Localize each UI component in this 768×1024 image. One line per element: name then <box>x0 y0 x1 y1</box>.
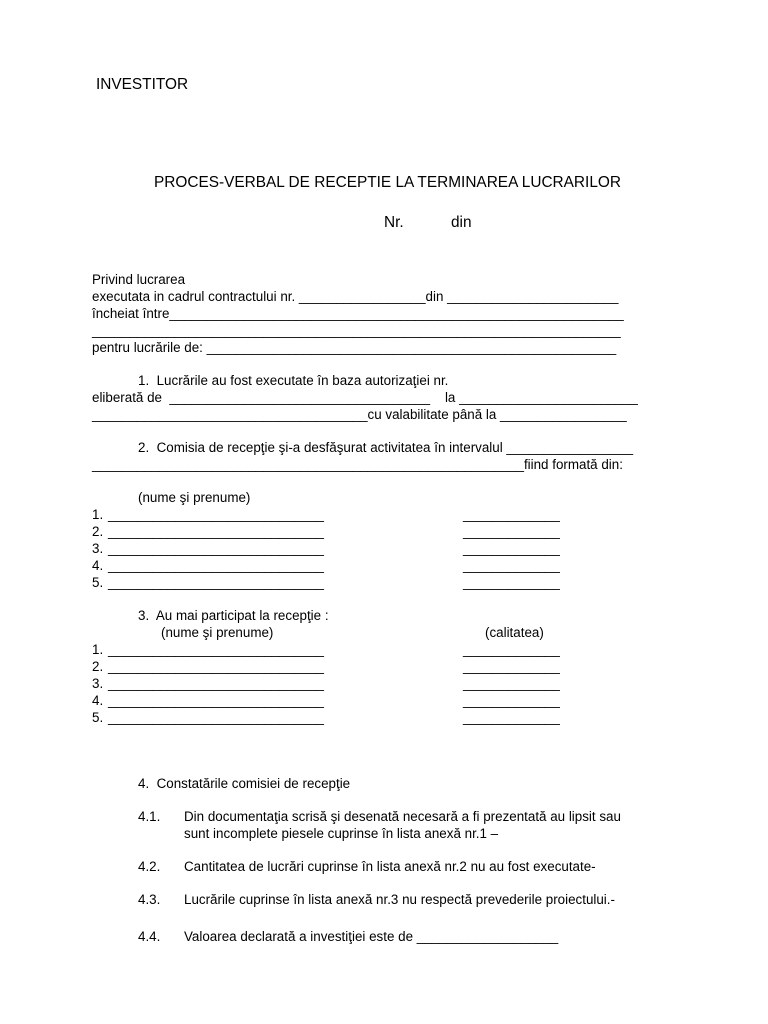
finding-text-continued: sunt incomplete piesele cuprinse în lista anexă nr.1 – <box>184 826 499 841</box>
finding-number: 4.3. <box>138 892 161 907</box>
member-number: 1. <box>92 507 104 522</box>
member-role-field[interactable]: _____________ <box>463 558 560 573</box>
participant-role-field[interactable]: _____________ <box>463 710 560 725</box>
section-1-heading: 1. Lucrările au fost executate în baza autorizaţiei nr. <box>138 373 449 388</box>
participant-role-field[interactable]: _____________ <box>463 642 560 657</box>
participant-number: 1. <box>92 642 104 657</box>
member-number: 3. <box>92 541 104 556</box>
member-name-field[interactable]: _____________________________ <box>108 575 324 590</box>
member-role-field[interactable]: _____________ <box>463 507 560 522</box>
member-number: 4. <box>92 558 104 573</box>
date-label: din <box>451 214 472 231</box>
section-1-issued-line[interactable]: eliberată de ___________________________________ la ________________________ <box>92 390 638 405</box>
section-3-role-column: (calitatea) <box>485 625 544 640</box>
intro-contract-line[interactable]: executata in cadrul contractului nr. _________________din _______________________ <box>92 289 619 304</box>
section-2-heading[interactable]: 2. Comisia de recepţie şi-a desfăşurat activitatea în intervalul _________________ <box>138 440 634 455</box>
section-4-heading: 4. Constatările comisiei de recepţie <box>138 776 351 791</box>
member-name-field[interactable]: _____________________________ <box>108 558 324 573</box>
section-2-name-column: (nume şi prenume) <box>138 490 251 505</box>
number-label: Nr. <box>384 214 404 231</box>
participant-role-field[interactable]: _____________ <box>463 659 560 674</box>
section-2-composition-line[interactable]: __________________________________________________________fiind formată din: <box>92 457 623 472</box>
member-name-field[interactable]: _____________________________ <box>108 524 324 539</box>
investment-value-field[interactable]: Valoarea declarată a investiţiei este de ___________________ <box>184 929 559 944</box>
participant-role-field[interactable]: _____________ <box>463 676 560 691</box>
participant-number: 3. <box>92 676 104 691</box>
participant-name-field[interactable]: _____________________________ <box>108 693 324 708</box>
intro-line-1: Privind lucrarea <box>92 272 186 287</box>
member-role-field[interactable]: _____________ <box>463 541 560 556</box>
participant-name-field[interactable]: _____________________________ <box>108 676 324 691</box>
finding-text: Din documentaţia scrisă şi desenată necesară a fi prezentată au lipsit sau <box>184 809 621 824</box>
intro-blank-line[interactable]: _______________________________________________________________________ <box>92 323 621 338</box>
finding-number: 4.4. <box>138 929 161 944</box>
member-role-field[interactable]: _____________ <box>463 575 560 590</box>
participant-role-field[interactable]: _____________ <box>463 693 560 708</box>
finding-text: Lucrările cuprinse în lista anexă nr.3 nu respectă prevederile proiectului.- <box>184 892 615 907</box>
finding-number: 4.2. <box>138 859 161 874</box>
section-3-heading: 3. Au mai participat la recepţie : <box>138 608 329 623</box>
participant-name-field[interactable]: _____________________________ <box>108 642 324 657</box>
section-3-name-column: (nume şi prenume) <box>161 625 274 640</box>
participant-number: 5. <box>92 710 104 725</box>
member-name-field[interactable]: _____________________________ <box>108 507 324 522</box>
section-1-validity-line[interactable]: _____________________________________cu valabilitate până la _________________ <box>92 407 627 422</box>
finding-number: 4.1. <box>138 809 161 824</box>
intro-parties-line[interactable]: încheiat între_____________________________________________________________ <box>92 306 624 321</box>
intro-works-line[interactable]: pentru lucrările de: _______________________________________________________ <box>92 340 617 355</box>
member-role-field[interactable]: _____________ <box>463 524 560 539</box>
member-number: 2. <box>92 524 104 539</box>
participant-number: 4. <box>92 693 104 708</box>
participant-number: 2. <box>92 659 104 674</box>
participant-name-field[interactable]: _____________________________ <box>108 659 324 674</box>
member-name-field[interactable]: _____________________________ <box>108 541 324 556</box>
document-title: PROCES-VERBAL DE RECEPTIE LA TERMINAREA LUCRARILOR <box>154 174 621 191</box>
investor-heading: INVESTITOR <box>96 76 189 93</box>
member-number: 5. <box>92 575 104 590</box>
participant-name-field[interactable]: _____________________________ <box>108 710 324 725</box>
finding-text: Cantitatea de lucrări cuprinse în lista anexă nr.2 nu au fost executate- <box>184 859 596 874</box>
